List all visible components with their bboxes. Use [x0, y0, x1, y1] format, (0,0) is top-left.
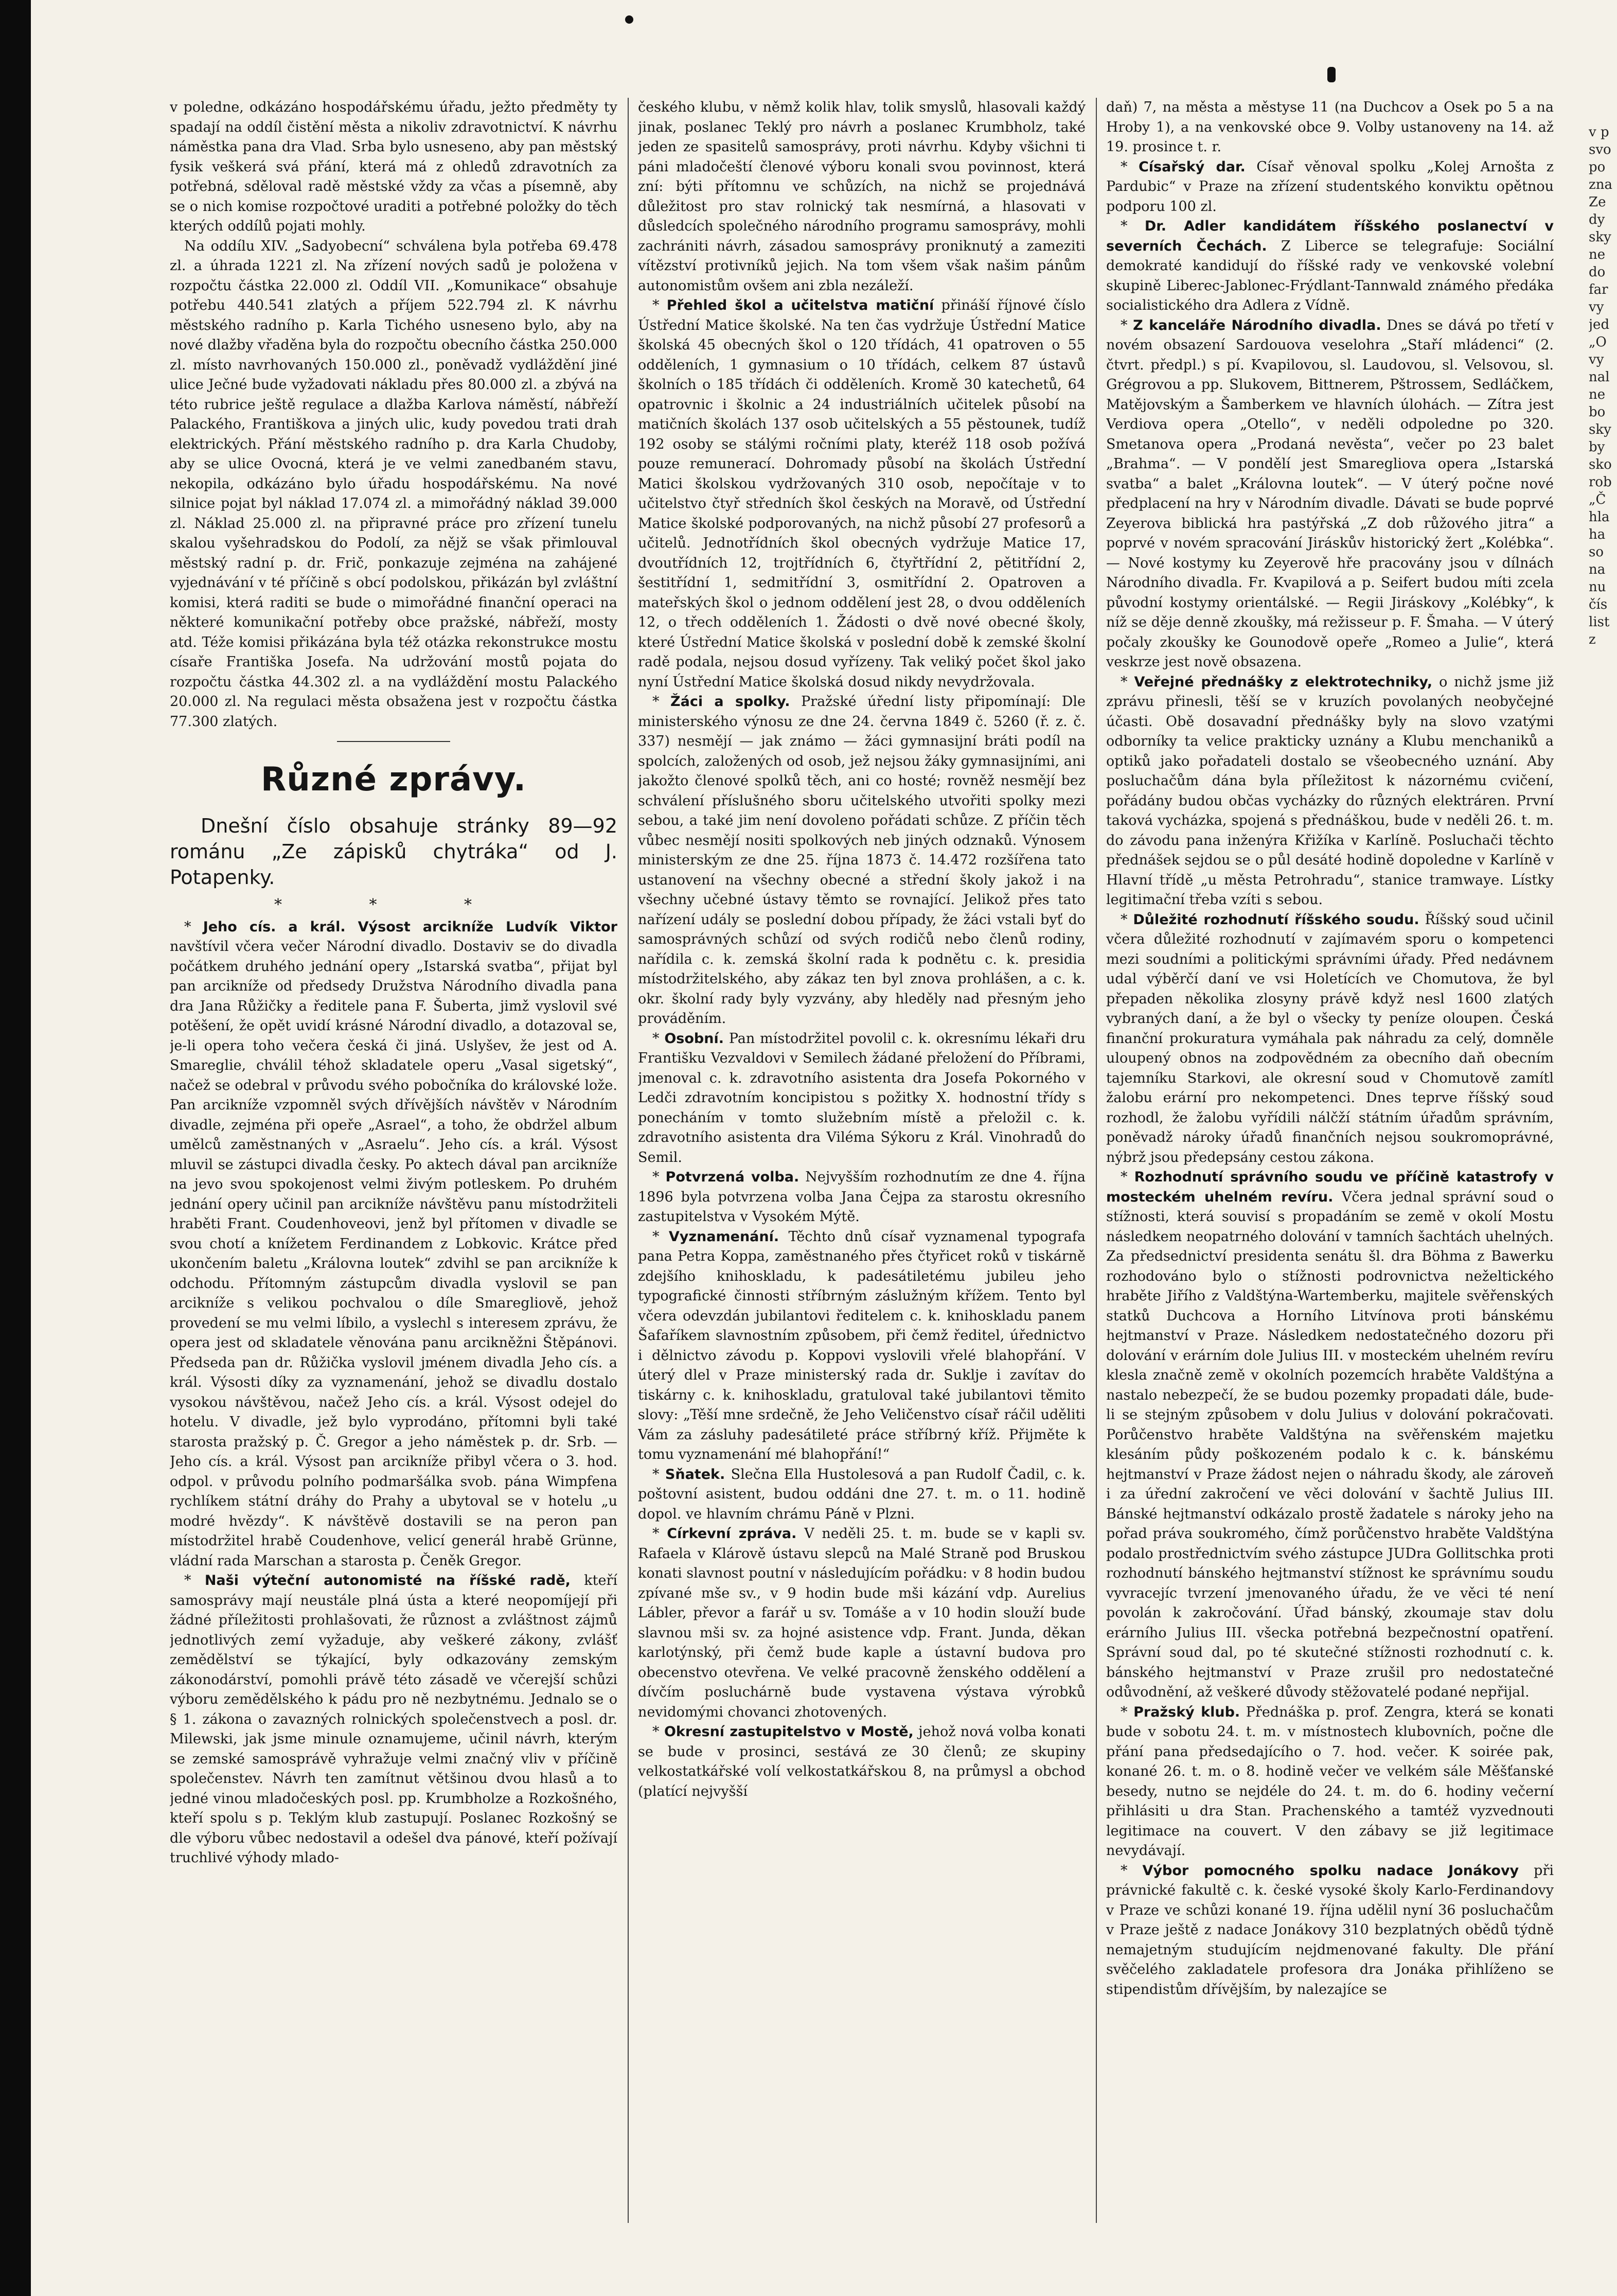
- news-item-title: Naši výteční autonomisté na říšské radě,: [204, 1573, 571, 1588]
- news-item-body: přináší říjnové číslo Ústřední Matice školské. Na ten čas vydržuje Ústřední Matice školská 45 obecných škol o 120 třídách, 41 opatroven o 55 odděleních, 1 gymnasium o 10 třídách, celkem 87 ústavů školních o 185 třídách či odděleních. Kromě 30 katechetů, 64 opatrovnic i školnic a 24 industriálních učitelek působí na matičních školách 137 osob učitelských a 55 pěstounek, tudíž 192 osoby se stálými ročními platy, kteréž 118 osob požívá pouze remunerací. Dohromady působí na školách Ústřední Matici školskou vydržovaných 310 osob, nepočítaje v to učitelstvo čtyř středních škol českých na Moravě, od Ústřední Matice školské podporovaných, na nichž působí 27 profesorů a učitelů. Jednotřídních škol obecných vydržuje Matice 17, dvoutřídních 12, trojtřídních 6, čtyřtřídní 2, pětitřídní 2, šestitřídní 1, sedmitřídní 3, osmitřídní 2. Opatroven a mateřských škol o jednom oddělení jest 28, o dvou odděleních 12, o třech odděleních 1. Žádosti o dvě nové obecné školy, které Ústřední Matice školská v poslední době k zemské školní radě podala, nejsou dosud vyřízeny. Tak veliký počet škol jako nyní Ústřední Matice školská dosud nikdy nevydržovala.: [638, 297, 1086, 690]
- adjacent-page-edge-text: v p svo po zna Ze dy sky ne do far vy jed „O vy nal ne bo sky by sko rob „Č hla ha so na nu čís list z: [1589, 125, 1612, 647]
- paragraph: Na oddílu XIV. „Sadyobecní“ schválena byla potřeba 69.478 zl. a úhrada 1221 zl. Na zřízení nových sadů je položena v rozpočtu částka 22.000 zl. Oddíl VII. „Komunikace“ obsahuje potřebu 440.541 zlatých a příjem 522.794 zl. K návrhu městského radního p. Karla Tichého usneseno bylo, aby na nové dlažby vřaděna byla do rozpočtu obecního částka 250.000 zl. místo navrhovaných 150.000 zl., poněvadž vydláždění jiné ulice Ječné bude vyžadovati nákladu přes 80.000 zl. a zbývá na této rubrice ještě regulace a dlažba Karlova náměstí, nábřeží Palackého, Františkova a jiných ulic, kudy povedou trati drah elektrických. Přání městského radního p. dra Karla Chudoby, aby se ulice Ovocná, která je ve velmi zanedbaném stavu, nekopila, odkázáno bylo úřadu hospodářskému. Na nové silnice pojat byl náklad 17.074 zl. a mimořádný náklad 39.000 zl. Náklad 25.000 zl. na připravné práce pro zřízení tunelu skalou vyšehradskou do Podolí, za nějž se však přimlouval městský radní p. dr. Frič, ponkazuje zejména na zahájené vyjednávání v té příčině s obcí podolskou, přikázán byl zvláštní komisi, která raditi se bude o mimořádné finanční operaci na některé komunikační potřeby obce pražské, nábřeží, mosty atd. Téže komisi přikázána byla též otázka rekonstrukce mostu císaře Františka Josefa. Na udržování mostů pojata do rozpočtu částka 44.302 zl. a na vydláždění mostu Palackého 20.000 zl. Na regulaci města obsažena jest v rozpočtu částka 77.300 zlatých.: [170, 238, 617, 730]
- news-item: * Důležité rozhodnutí říšského soudu. Říšský soud učinil včera důležité rozhodnutí v zajímavém sporu o kompetenci mezi soudními a politickými správními úřady. Před nedávnem udal výběrčí daní ve vsi Holetících ve Chomutova, že byl přepaden několika zlosyny právě když nesl 1600 zlatých vybraných daní, a že byl o všecky ty peníze oloupen. Česká finanční prokuratura vymáhala pak náhradu za celý, domněle uloupený obnos na zodpovědném za obecního daň obecním tajemníku Starkovi, ale okresní soud v Chomutově zamítl žalobu erární pro nekompetenci. Dnes teprve říšský soud rozhodl, že žalobu vyřídili nálčží státním úřadům správním, poněvadž nároky úřadů finančních nejsou soukromoprávné, nýbrž jsou předepsány cestou zákona.: [1106, 911, 1554, 1165]
- news-item-title: Jeho cís. a král. Výsost arcikníže Ludvík Viktor: [203, 919, 617, 935]
- news-item: * Potvrzená volba. Nejvyšším rozhodnutím ze dne 4. října 1896 byla potvrzena volba Jana Čejpa za starostu okresního zastupitelstva v Vysokém Mýtě.: [638, 1169, 1086, 1225]
- news-item-body: Těchto dnů císař vyznamenal typografa pana Petra Koppa, zaměstnaného přes čtyřicet roků v tiskárně zdejšího knihoskladu, k padesátiletému jubileu jeho typografické činnosti stříbrným záslužným křížem. Tento byl včera odevzdán jubilantovi ředitelem c. k. knihoskladu panem Šafaříkem slavnostním způsobem, při čemž ředitel, úřednictvo i dělnictvo závodu p. Koppovi vyslovili vřelé blahopřání. V úterý dlel v Praze ministerský rada dr. Suklje i zavítav do tiskárny c. k. knihoskladu, gratuloval také jubilantovi těmito slovy: „Těší mne srdečně, že Jeho Veličenstvo císař ráčil uděliti Vám za zásluhy padesátileté práce stříbrný kříž. Přijměte k tomu vyznamenání mé blahopřání!“: [638, 1228, 1086, 1462]
- news-item-title: Císařský dar.: [1138, 158, 1246, 175]
- news-item: * Vyznamenání. Těchto dnů císař vyznamenal typografa pana Petra Koppa, zaměstnaného přes čtyřicet roků v tiskárně zdejšího knihoskladu, k padesátiletému jubileu jeho typografické činnosti stříbrným záslužným křížem. Tento byl včera odevzdán jubilantovi ředitelem c. k. knihoskladu panem Šafaříkem slavnostním způsobem, při čemž ředitel, úřednictvo i dělnictvo závodu p. Koppovi vyslovili vřelé blahopřání. V úterý dlel v Praze ministerský rada dr. Suklje i zavítav do tiskárny c. k. knihoskladu, gratuloval také jubilantovi těmito slovy: „Těší mne srdečně, že Jeho Veličenstvo císař ráčil uděliti Vám za zásluhy padesátileté práce stříbrný kříž. Přijměte k tomu vyznamenání mé blahopřání!“: [638, 1228, 1086, 1462]
- news-item-title: Dr. Adler kandidátem říšského poslanectví v severních Čechách.: [1106, 218, 1554, 254]
- news-item: * Výbor pomocného spolku nadace Jonákovy při právnické fakultě c. k. české vysoké školy Karlo-Ferdinandovy v Praze ve schůzi konané 19. října udělil nyní 36 posluchačům v Praze ještě z nadace Jonákovy 310 bezplatných obědů týdně nemajetným studujícím nejdmenované fakulty. Dle přání svěčelého zakladatele profesora dra Jonáka přihlíženo se stipendistům dřívějším, by nalezajíce se: [1106, 1862, 1554, 1998]
- news-item: * Rozhodnutí správního soudu ve příčině katastrofy v mosteckém uhelném revíru. Včera jednal správní soud o stížnosti, která souvisí s propadáním se země v okolí Mostu následkem neopatrného dolování v tamních šachtách uhelných. Za předsednictví presidenta senátu šl. dra Böhma z Bawerku rozhodováno bylo o stížnosti podrovnictva neželtického hraběte Jiřího z Valdštýna-Wartemberku, majitele svěřenských statků Duchcova a Horního Litvínova proti bánskému hejtmanství v Praze. Následkem nedostatečného dozoru při dolování v erárním dole Julius III. v mosteckém uhelném revíru klesla značně země v okolních pozemcích hraběte Valdštýna a nastalo nebezpečí, že se budou pozemky propadati dále, bude-li se stejným způsobem v dolu Julius v dolování pokračovati. Porůčenstvo hraběte Valdštýna na svěřenském majetku klesáním půdy poškozeném podalo k c. k. bánskému hejtmanství v Praze žádost nejen o náhradu škody, ale zároveň i za úřední zakročení ve věci dolování v šachtě Julius III. Bánské hejtmanství odkázalo prostě žadatele s nároky jeho na pořad práva soukromého, čímž porůčenstvo hraběte Valdštýna podalo prostřednictvím svého zástupce JUDra Gollitschka proti rozhodnutí bánského hejtmanství stížnost ke správnímu soudu vyvracejíc tvrzení jmenovaného úřadu, že ve věci té není povolán k zakročování. Úřad bánský, zkoumaje stav dolu erárního Julius III. všecka potřebná bezpečnostní opatření. Správní soud dal, po té skutečné stížnosti rozhodnutí c. k. bánského hejtmanství v Praze zrušil pro nedostatečné odůvodnění, až veškeré důvody stěžovatelé podané nepřijal.: [1106, 1169, 1554, 1700]
- news-item-body: Říšský soud učinil včera důležité rozhodnutí v zajímavém sporu o kompetenci mezi soudními a politickými správními úřady. Před nedávnem udal výběrčí daní ve vsi Holetících ve Chomutova, že byl přepaden několika zlosyny právě když nesl 1600 zlatých vybraných daní, a že byl o všecky ty peníze oloupen. Česká finanční prokuratura vymáhala pak náhradu za celý, domněle uloupený obnos na zodpovědném za obecního daň obecním tajemníku Starkovi, ale okresní soud v Chomutově zamítl žalobu erární pro nekompetenci. Dnes teprve říšský soud rozhodl, že žalobu vyřídili nálčží státním úřadům správním, poněvadž nároky úřadů finančních nejsou soukromoprávné, nýbrž jsou předepsány cestou zákona.: [1106, 911, 1554, 1165]
- news-item: * Přehled škol a učitelstva matiční přináší říjnové číslo Ústřední Matice školské. Na ten čas vydržuje Ústřední Matice školská 45 obecných škol o 120 třídách, 41 opatroven o 55 odděleních, 1 gymnasium o 10 třídách, celkem 87 ústavů školních o 185 třídách či odděleních. Kromě 30 katechetů, 64 opatrovnic i školnic a 24 industriálních učitelek působí na matičních školách 137 osob učitelských a 55 pěstounek, tudíž 192 osoby se stálými ročními platy, kteréž 118 osob požívá pouze remunerací. Dohromady působí na školách Ústřední Matici školskou vydržovaných 310 osob, nepočítaje v to učitelstvo čtyř středních škol českých na Moravě, od Ústřední Matice školské podporovaných, na nichž působí 27 profesorů a učitelů. Jednotřídních škol obecných vydržuje Matice 17, dvoutřídních 12, trojtřídních 6, čtyřtřídní 2, pětitřídní 2, šestitřídní 1, sedmitřídní 3, osmitřídní 2. Opatroven a mateřských škol o jednom oddělení jest 28, o dvou odděleních 12, o třech odděleních 1. Žádosti o dvě nové obecné školy, které Ústřední Matice školská v poslední době k zemské školní radě podala, nejsou dosud vyřízeny. Tak veliký počet škol jako nyní Ústřední Matice školská dosud nikdy nevydržovala.: [638, 297, 1086, 690]
- news-item: * Církevní zpráva. V neděli 25. t. m. bude se v kapli sv. Rafaela v Klárově ústavu slepců na Malé Straně pod Bruskou konati slavnost poutní v následujícím pořádku: v 8 hodin budou zpívané mše sv., v 9 hodin bude mši kázání vdp. Aurelius Lábler, převor a farář u sv. Tomáše a v 10 hodin slouží bude slavnou mši sv. za hojné asistence vdp. Frant. Junda, děkan karlotýnský, při čemž bude kaple a ústavní budova pro obecenstvo otevřena. Ve velké pracovně ženského oddělení a dívčím posluchárně bude vystavena výstava výrobků nevidomými chovanci zhotovených.: [638, 1526, 1086, 1720]
- scan-edge-strip: [0, 0, 31, 2296]
- news-item-title: Důležité rozhodnutí říšského soudu.: [1133, 911, 1419, 928]
- news-item-body: Nejvyšším rozhodnutím ze dne 4. října 1896 byla potvrzena volba Jana Čejpa za starostu okresního zastupitelstva v Vysokém Mýtě.: [638, 1169, 1086, 1225]
- news-item: * Z kanceláře Národního divadla. Dnes se dává po třetí v novém obsazení Sardouova veselohra „Staří mládenci“ (2. čtvrt. předpl.) s pí. Kvapilovou, sl. Laudovou, sl. Velsovou, sl. Grégrovou a pp. Slukovem, Bittnerem, Pštrossem, Sedláčkem, Matějovským a Šamberkem ve hlavních úlohách. — Zítra jest Verdiova opera „Otello“, v neděli odpoledne po 320. Smetanova opera „Prodaná nevěsta“, večer po 23 balet „Brahma“. — V pondělí jest Smaregliova opera „Istarská svatba“ a balet „Královna loutek“. — V úterý počne nové předplacení na hry v Národním divadle. Dávati se bude poprvé Zeyerova biblická hra pastýřská „Z dob růžového jitra“ a poprvé v novém spracování Jiráskův historický žert „Kolébka“. — Nové kostymy ku Zeyerově hře pracovány jsou v dílnách Národního divadla. Fr. Kvapilová a p. Seifert budou míti zcela původní kostymy orientálské. — Regii Jiráskovy „Kolébky“, k níž se děje denně zkoušky, má režisseur p. F. Šmaha. — V úterý počaly zkoušky ke Gounodově opeře „Romeo a Julie“, která veskrze jest nově obsazena.: [1106, 317, 1554, 670]
- column-3: [1106, 98, 1554, 2233]
- news-item-body: Přednáška p. prof. Zengra, která se konati bude v sobotu 24. t. m. v místnostech klubovních, počne dle přání pana předsedajícího o 7. hod. večer. K soirée pak, konané 26. t. m. o 8. hodině večer ve velkém sále Měšťanské besedy, nutno se nejdéle do 24. t. m. do 6. hodiny večerní přihlásiti u dra Stan. Prachenského a tamtéž vyzvednouti legitimace na couvert. V den zábavy se již legitimace nevydávají.: [1106, 1704, 1554, 1859]
- news-item-title: Okresní zastupitelstvo v Mostě,: [664, 1724, 914, 1740]
- news-item-body: Císař věnoval spolku „Kolej Arnošta z Pardubic“ v Praze na zřízení studentského konviktu opětnou podporu 100 zl.: [1106, 158, 1554, 215]
- news-item-title: Veřejné přednášky z elektrotechniky,: [1134, 674, 1433, 690]
- news-item-body: Včera jednal správní soud o stížnosti, která souvisí s propadáním se země v okolí Mostu následkem neopatrného dolování v tamních šachtách uhelných. Za předsednictví presidenta senátu šl. dra Böhma z Bawerku rozhodováno bylo o stížnosti podrovnictva neželtického hraběte Jiřího z Valdštýna-Wartemberku, majitele svěřenských statků Duchcova a Horního Litvínova proti bánskému hejtmanství v Praze. Následkem nedostatečného dozoru při dolování v erárním dole Julius III. v mosteckém uhelném revíru klesla značně země v okolních pozemcích hraběte Valdštýna a nastalo nebezpečí, že se budou pozemky propadati dále, bude-li se stejným způsobem v dolu Julius v dolování pokračovati. Porůčenstvo hraběte Valdštýna na svěřenském majetku klesáním půdy poškozeném podalo k c. k. bánskému hejtmanství v Praze žádost nejen o náhradu škody, ale zároveň i za úřední zakročení ve věci dolování v šachtě Julius III. Bánské hejtmanství odkázalo prostě žadatele s nároky jeho na pořad práva soukromého, čímž porůčenstvo hraběte Valdštýna podalo prostřednictvím svého zástupce JUDra Gollitschka proti rozhodnutí bánského hejtmanství stížnost ke správnímu soudu vyvracejíc tvrzení jmenovaného úřadu, že ve věci té není povolán k zakročování. Úřad bánský, zkoumaje stav dolu erárního Julius III. všecka potřebná bezpečnostní opatření. Správní soud dal, po té skutečné stížnosti rozhodnutí c. k. bánského hejtmanství v Praze zrušil pro nedostatečné odůvodnění, až veškeré důvody stěžovatelé podané nepřijal.: [1106, 1189, 1554, 1700]
- article-columns: [170, 98, 1555, 2233]
- news-item-body: o nichž jsme již zprávu přinesli, těší se v kruzích povolaných neobyčejné účasti. Obě dosavadní přednášky byly na slovo vzatými odborníky ta velice prakticky uznány a Klubu menchaniků a optiků jako pořadateli dostalo se všeobecného uznání. Aby posluchačům dána byla příležitost k názornému cvičení, pořádány budou občas vycházky do různých elektráren. První taková vycházka, spojená s přednáškou, bude v neděli 26. t. m. do závodu pana inženýra Křižíka v Karlíně. Posluchači těchto přednášek sejdou se o půl desáté hodině dopoledne v Karlíně v Hlavní třídě „u města Petrohradu“, stanice tramwaye. Lístky legitimační třeba vzíti s sebou.: [1106, 674, 1554, 908]
- news-item-body: Slečna Ella Hustolesová a pan Rudolf Čadil, c. k. poštovní asistent, budou oddáni dne 27. t. m. o 11. hodině dopol. ve hlavním chrámu Páně v Plzni.: [638, 1466, 1086, 1522]
- scan-mark: [625, 15, 633, 24]
- news-item-title: Sňatek.: [665, 1466, 725, 1482]
- divider: [337, 741, 450, 742]
- news-item-title: Pražský klub.: [1133, 1704, 1240, 1720]
- section-heading: Různé zprávy.: [260, 761, 527, 799]
- news-item-title: Církevní zpráva.: [667, 1526, 797, 1542]
- news-item-title: Žáci a spolky.: [670, 694, 790, 710]
- news-item-body: jehož nová volba konati se bude v prosinci, sestává ze 30 členů; ze skupiny velkostatkářské volí velkostatkářskou 8, na průmysl a obchod (platící nejvyšší: [638, 1724, 1086, 1799]
- news-item: * Okresní zastupitelstvo v Mostě, jehož nová volba konati se bude v prosinci, sestává ze 30 členů; ze skupiny velkostatkářské volí velkostatkářskou 8, na průmysl a obchod (platící nejvyšší: [638, 1724, 1086, 1799]
- paragraph: daň) 7, na města a městyse 11 (na Duchcov a Osek po 5 a na Hroby 1), a na venkovské obce 9. Volby ustanoveny na 14. až 19. prosince t. r.: [1106, 99, 1554, 155]
- news-item-body: kteří samosprávy mají neustále plná ústa a které neopomíjejí při žádné příležitosti prohlašovati, že různost a zvláštnost zájmů jednotlivých zemí vyžaduje, aby veškeré zákony, zvlášť zemědělství se týkající, byly odkazovány zemským zákonodárství, pomohli právě této zásadě ve včerejší schůzi výboru zemědělského k pádu pro ně nezbytnému. Jednalo se o § 1. zákona o zavazných rolnických společenstvech a posl. dr. Milewski, jak jsme minule oznamujeme, učinil návrh, kterým se zemské samosprávě vyhražuje velmi značný vliv v příčině společenstev. Návrh ten zamítnut většinou dvou hlasů a to jedné vinou mladočeských posl. pp. Krumbholze a Rozkošného, kteří spolu s p. Teklým klub zastupují. Poslanec Rozkošný se dle výboru vůbec nedostavil a odešel dva pánové, kteří požívají truchlivé výhody mlado-: [170, 1573, 617, 1866]
- news-item-title: Potvrzená volba.: [665, 1169, 799, 1185]
- news-item: * Dr. Adler kandidátem říšského poslanectví v severních Čechách. Z Liberce se telegrafuje: Sociální demokraté kandidují do říšské rady ve venkovské volební skupině Liberec-Jablonec-Frýdlant-Tannwald známého předáka socialistického dra Adlera z Vídně.: [1106, 218, 1554, 313]
- news-item: * Sňatek. Slečna Ella Hustolesová a pan Rudolf Čadil, c. k. poštovní asistent, budou oddáni dne 27. t. m. o 11. hodině dopol. ve hlavním chrámu Páně v Plzni.: [638, 1466, 1086, 1522]
- news-item-body: Pan místodržitel povolil c. k. okresnímu lékaři dru Františku Vezvaldovi v Semilech žádané přeložení do Příbrami, jmenoval c. k. zdravotního asistenta dra Josefa Pokorného v Ledči zdravotním koncipistou s požitky X. hodnostní třídy s ponecháním v tomto služebním místě a přeložil c. k. zdravotního asistenta dra Viléma Sýkoru z Král. Vinohradů do Semil.: [638, 1030, 1086, 1165]
- section-lead: Dnešní číslo obsahuje stránky 89—92 románu „Ze zápisků chytráka“ od J. Potapenky.: [170, 815, 617, 889]
- ink-mark: [1327, 67, 1336, 82]
- news-item: * Osobní. Pan místodržitel povolil c. k. okresnímu lékaři dru Františku Vezvaldovi v Semilech žádané přeložení do Příbrami, jmenoval c. k. zdravotního asistenta dra Josefa Pokorného v Ledči zdravotním koncipistou s požitky X. hodnostní třídy s ponecháním v tomto služebním místě a přeložil c. k. zdravotního asistenta dra Viléma Sýkoru z Král. Vinohradů do Semil.: [638, 1030, 1086, 1165]
- news-item-body: při právnické fakultě c. k. české vysoké školy Karlo-Ferdinandovy v Praze ve schůzi konané 19. října udělil nyní 36 posluchačům v Praze ještě z nadace Jonákovy 310 bezplatných obědů týdně nemajetným studujícím nejdmenované fakulty. Dle přání svěčelého zakladatele profesora dra Jonáka přihlíženo se stipendistům dřívějším, by nalezajíce se: [1106, 1862, 1554, 1998]
- stars-separator: * * *: [274, 896, 513, 914]
- news-item-title: Výbor pomocného spolku nadace Jonákovy: [1142, 1862, 1519, 1879]
- news-item: * Naši výteční autonomisté na říšské radě, kteří samosprávy mají neustále plná ústa a které neopomíjejí při žádné příležitosti prohlašovati, že různost a zvláštnost zájmů jednotlivých zemí vyžaduje, aby veškeré zákony, zvlášť zemědělství se týkající, byly odkazovány zemským zákonodárství, pomohli právě této zásadě ve včerejší schůzi výboru zemědělského k pádu pro ně nezbytnému. Jednalo se o § 1. zákona o zavazných rolnických společenstvech a posl. dr. Milewski, jak jsme minule oznamujeme, učinil návrh, kterým se zemské samosprávě vyhražuje velmi značný vliv v příčině společenstev. Návrh ten zamítnut většinou dvou hlasů a to jedné vinou mladočeských posl. pp. Krumbholze a Rozkošného, kteří spolu s p. Teklým klub zastupují. Poslanec Rozkošný se dle výboru vůbec nedostavil a odešel dva pánové, kteří požívají truchlivé výhody mlado-: [170, 1573, 617, 1866]
- news-item-title: Z kanceláře Národního divadla.: [1133, 317, 1381, 333]
- news-item-body: navštívil včera večer Národní divadlo. Dostaviv se do divadla počátkem druhého jednání opery „Istarská svatba“, přijat byl pan arcikníže od předsedy Družstva Národního divadla pana dra Jana Růžičky a ředitele pana F. Šuberta, jimž vyslovil své potěšení, že opět uvidí krásné Národní divadlo, a dotazoval se, je-li opera toho večera česká či jiná. Uslyšev, že jest od A. Smareglie, chválil téhož skladatele operu „Vasal sigetský“, načež se odebral v průvodu svého pobočníka do královské lože. Pan arcikníže vzpomněl svých dřívějších návštěv v Národním divadle, zejména při opeře „Asrael“, a toho, že obdržel album umělců zaměstnaných v „Asraelu“. Jeho cís. a král. Výsost mluvil se zástupci divadla česky. Po aktech dával pan arcikníže na jevo svou spokojenost velmi živým potleskem. Po druhém jednání opery učinil pan arcikníže návštěvu panu místodržiteli hraběti Frant. Coudenhoveovi, jenž byl přítomen v divadle se svou chotí a knížetem Ferdinandem z Lobkovic. Krátce před ukončením baletu „Královna loutek“ zdvihl se pan arcikníže k odchodu. Přítomným zástupcům divadla vyslovil se pan arcikníže s velikou pochvalou o díle Smaregliově, jehož provedení se mu velmi líbilo, a vyslechl s interesem zprávu, že opera jest od skladatele věnována panu arcikněžni Štěpánovi. Předseda pan dr. Růžička vyslovil jménem divadla Jeho cís. a král. Výsosti díky za vyznamenání, jehož se divadlu dostalo vysokou návštěvou, načež Jeho cís. a král. Výsost odejel do hotelu. V divadle, jež bylo vyprodáno, přítomni byli také starosta pražský p. Č. Gregor a jeho náměstek p. dr. Srb. — Jeho cís. a král. Výsost pan arcikníže přibyl včera o 3. hod. odpol. v průvodu polního podmaršálka svob. pána Wimpfena rychlíkem státní dráhy do Prahy a ubytoval se v hotelu „u modré hvězdy“. K návštěvě dostavili se na peron pan místodržitel hrabě Coudenhove, velicí generál hrabě Grünne, vládní rada Marschan a starosta p. Čeněk Gregor.: [170, 939, 617, 1569]
- news-item-title: Rozhodnutí správního soudu ve příčině katastrofy v mosteckém uhelném revíru.: [1106, 1169, 1554, 1205]
- news-item: * Pražský klub. Přednáška p. prof. Zengra, která se konati bude v sobotu 24. t. m. v místnostech klubovních, počne dle přání pana předsedajícího o 7. hod. večer. K soirée pak, konané 26. t. m. o 8. hodině večer ve velkém sále Měšťanské besedy, nutno se nejdéle do 24. t. m. do 6. hodiny večerní přihlásiti u dra Stan. Prachenského a tamtéž vyzvednouti legitimace na couvert. V den zábavy se již legitimace nevydávají.: [1106, 1704, 1554, 1859]
- news-item-title: Vyznamenání.: [668, 1228, 779, 1245]
- news-item-title: Osobní.: [664, 1030, 724, 1047]
- news-item: * Jeho cís. a král. Výsost arcikníže Ludvík Viktor navštívil včera večer Národní divadlo. Dostaviv se do divadla počátkem druhého jednání opery „Istarská svatba“, přijat byl pan arcikníže od předsedy Družstva Národního divadla pana dra Jana Růžičky a ředitele pana F. Šuberta, jimž vyslovil své potěšení, že opět uvidí krásné Národní divadlo, a dotazoval se, je-li opera toho večera česká či jiná. Uslyšev, že jest od A. Smareglie, chválil téhož skladatele operu „Vasal sigetský“, načež se odebral v průvodu svého pobočníka do královské lože. Pan arcikníže vzpomněl svých dřívějších návštěv v Národním divadle, zejména při opeře „Asrael“, a toho, že obdržel album umělců zaměstnaných v „Asraelu“. Jeho cís. a král. Výsost mluvil se zástupci divadla česky. Po aktech dával pan arcikníže na jevo svou spokojenost velmi živým potleskem. Po druhém jednání opery učinil pan arcikníže návštěvu panu místodržiteli hraběti Frant. Coudenhoveovi, jenž byl přítomen v divadle se svou chotí a knížetem Ferdinandem z Lobkovic. Krátce před ukončením baletu „Královna loutek“ zdvihl se pan arcikníže k odchodu. Přítomným zástupcům divadla vyslovil se pan arcikníže s velikou pochvalou o díle Smaregliově, jehož provedení se mu velmi líbilo, a vyslechl s interesem zprávu, že opera jest od skladatele věnována panu arcikněžni Štěpánovi. Předseda pan dr. Růžička vyslovil jménem divadla Jeho cís. a král. Výsosti díky za vyznamenání, jehož se divadlu dostalo vysokou návštěvou, načež Jeho cís. a král. Výsost odejel do hotelu. V divadle, jež bylo vyprodáno, přítomni byli také starosta pražský p. Č. Gregor a jeho náměstek p. dr. Srb. — Jeho cís. a král. Výsost pan arcikníže přibyl včera o 3. hod. odpol. v průvodu polního podmaršálka svob. pána Wimpfena rychlíkem státní dráhy do Prahy a ubytoval se v hotelu „u modré hvězdy“. K návštěvě dostavili se na peron pan místodržitel hrabě Coudenhove, velicí generál hrabě Grünne, vládní rada Marschan a starosta p. Čeněk Gregor.: [170, 919, 617, 1569]
- news-item-body: Dnes se dává po třetí v novém obsazení Sardouova veselohra „Staří mládenci“ (2. čtvrt. předpl.) s pí. Kvapilovou, sl. Laudovou, sl. Velsovou, sl. Grégrovou a pp. Slukovem, Bittnerem, Pštrossem, Sedláčkem, Matějovským a Šamberkem ve hlavních úlohách. — Zítra jest Verdiova opera „Otello“, v neděli odpoledne po 320. Smetanova opera „Prodaná nevěsta“, večer po 23 balet „Brahma“. — V pondělí jest Smaregliova opera „Istarská svatba“ a balet „Královna loutek“. — V úterý počne nové předplacení na hry v Národním divadle. Dávati se bude poprvé Zeyerova biblická hra pastýřská „Z dob růžového jitra“ a poprvé v novém spracování Jiráskův historický žert „Kolébka“. — Nové kostymy ku Zeyerově hře pracovány jsou v dílnách Národního divadla. Fr. Kvapilová a p. Seifert budou míti zcela původní kostymy orientálské. — Regii Jiráskovy „Kolébky“, k níž se děje denně zkoušky, má režisseur p. F. Šmaha. — V úterý počaly zkoušky ke Gounodově opeře „Romeo a Julie“, která veskrze jest nově obsazena.: [1106, 317, 1554, 670]
- news-item-title: Přehled škol a učitelstva matiční: [666, 297, 934, 313]
- paragraph: českého klubu, v němž kolik hlav, tolik smyslů, hlasovali každý jinak, poslanec Teklý pro návrh a poslanec Krumbholz, také jeden ze spasitelů samosprávy, proti návrhu. Kdyby všichni ti páni mladočeští členové výboru konali svou povinnost, která zní: býti přítomnu ve schůzích, na nichž se projednává důležitost pro stav rolnický tak nesmírná, a hlasovati v důsledcích společného národního programu samosprávy, mohli zachrániti návrh, zásadou samosprávy proniknutý a zameziti vítězství protivníků jejich. Na tom všem však našim pánům autonomistům ovšem ani zbla nezáleží.: [638, 99, 1086, 294]
- news-item-body: Z Liberce se telegrafuje: Sociální demokraté kandidují do říšské rady ve venkovské volební skupině Liberec-Jablonec-Frýdlant-Tannwald známého předáka socialistického dra Adlera z Vídně.: [1106, 238, 1554, 313]
- column-2: [638, 98, 1086, 2233]
- column-1: [170, 98, 617, 2233]
- news-item: * Žáci a spolky. Pražské úřední listy připomínají: Dle ministerského výnosu ze dne 24. června 1849 č. 5260 (ř. z. č. 337) nesmějí — jak známo — žáci gymnasijní bráti podíl na spolcích, založených od osob, jež nejsou žáky gymnasijními, ani jakožto členové spolků těch, ani co hosté; rovněž nesmějí bez schválení příslušného sboru učitelského utvořiti spolky mezi sebou, a také jim není dovoleno pořádati schůze. Z příčin těch vůbec nesmějí nositi spolkových neb jiných odznaků. Výnosem ministerským ze dne 25. října 1873 č. 14.472 rozšířena tato ustanovení na všechny obecné a střední školy jakož i na všechny učebné ústavy těmto se rovnající. Jelikož přes tato nařízení udály se poslední dobou případy, že žáci vstali byť do samosprávných schůzí od svých rodičů nebo členů rodiny, nařídila c. k. zemská školní rada k podnětu c. k. presidia místodržitelského, aby zákaz ten byl znova prohlášen, a c. k. okr. školní rady byly vyzvány, aby hleděly nad přesným jeho prováděním.: [638, 694, 1086, 1027]
- news-item-body: Pražské úřední listy připomínají: Dle ministerského výnosu ze dne 24. června 1849 č. 5260 (ř. z. č. 337) nesmějí — jak známo — žáci gymnasijní bráti podíl na spolcích, založených od osob, jež nejsou žáky gymnasijními, ani jakožto členové spolků těch, ani co hosté; rovněž nesmějí bez schválení příslušného sboru učitelského utvořiti spolky mezi sebou, a také jim není dovoleno pořádati schůze. Z příčin těch vůbec nesmějí nositi spolkových neb jiných odznaků. Výnosem ministerským ze dne 25. října 1873 č. 14.472 rozšířena tato ustanovení na všechny obecné a střední školy jakož i na všechny učebné ústavy těmto se rovnající. Jelikož přes tato nařízení udály se poslední dobou případy, že žáci vstali byť do samosprávných schůzí od svých rodičů nebo členů rodiny, nařídila c. k. zemská školní rada k podnětu c. k. presidia místodržitelského, aby zákaz ten byl znova prohlášen, a c. k. okr. školní rady byly vyzvány, aby hleděly nad přesným jeho prováděním.: [638, 694, 1086, 1027]
- news-item-body: V neděli 25. t. m. bude se v kapli sv. Rafaela v Klárově ústavu slepců na Malé Straně pod Bruskou konati slavnost poutní v následujícím pořádku: v 8 hodin budou zpívané mše sv., v 9 hodin bude mši kázání vdp. Aurelius Lábler, převor a farář u sv. Tomáše a v 10 hodin slouží bude slavnou mši sv. za hojné asistence vdp. Frant. Junda, děkan karlotýnský, při čemž bude kaple a ústavní budova pro obecenstvo otevřena. Ve velké pracovně ženského oddělení a dívčím posluchárně bude vystavena výstava výrobků nevidomými chovanci zhotovených.: [638, 1526, 1086, 1720]
- news-item: * Veřejné přednášky z elektrotechniky, o nichž jsme již zprávu přinesli, těší se v kruzích povolaných neobyčejné účasti. Obě dosavadní přednášky byly na slovo vzatými odborníky ta velice prakticky uznány a Klubu menchaniků a optiků jako pořadateli dostalo se všeobecného uznání. Aby posluchačům dána byla příležitost k názornému cvičení, pořádány budou občas vycházky do různých elektráren. První taková vycházka, spojená s přednáškou, bude v neděli 26. t. m. do závodu pana inženýra Křižíka v Karlíně. Posluchači těchto přednášek sejdou se o půl desáté hodině dopoledne v Karlíně v Hlavní třídě „u města Petrohradu“, stanice tramwaye. Lístky legitimační třeba vzíti s sebou.: [1106, 674, 1554, 908]
- column-divider: [1096, 98, 1097, 2223]
- column-divider: [628, 98, 629, 2223]
- news-item: * Císařský dar. Císař věnoval spolku „Kolej Arnošta z Pardubic“ v Praze na zřízení studentského konviktu opětnou podporu 100 zl.: [1106, 158, 1554, 215]
- paragraph: v poledne, odkázáno hospodářskému úřadu, ježto předměty ty spadají na oddíl čistění města a nikoliv zdravotnictví. K návrhu náměstka pana dra Vlad. Srba bylo usneseno, aby pan městský fysik veškerá svá přání, která má z ohledů zdravotních za potřebná, sděloval radě městské vždy za včas a písemně, aby se o nich komise rozpočtové uraditi a potřebné položky do těch kterých oddílů pojati mohly.: [170, 99, 617, 234]
